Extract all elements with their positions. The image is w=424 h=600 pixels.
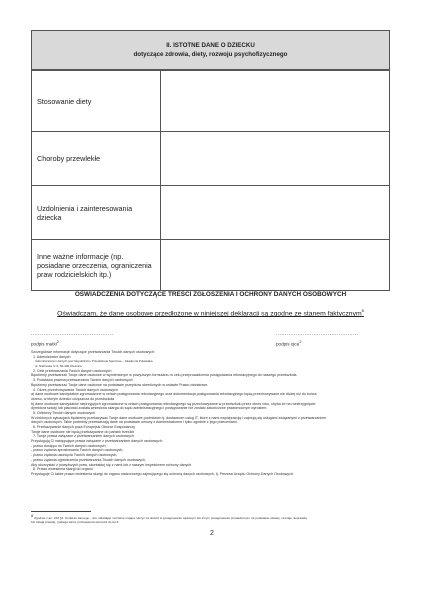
row-label-talents: Uzdolnienia i zainteresowania dziecka bbox=[32, 186, 161, 240]
sig-right-ref: 2 bbox=[299, 339, 302, 344]
storage-line: b) dane osobowe kandydatów nieprzyjętych zgromadzone w celach postępowania rekrutacyjnego są przechowywane w przedszkolu przez okres roku, chyba że na rozstrzygnięcie bbox=[31, 401, 316, 406]
other-info-field[interactable] bbox=[161, 240, 390, 291]
complaint-title: 8. Prawo wniesienia skargi do organu bbox=[33, 467, 93, 472]
admin-title: 1. Administrator danych bbox=[33, 354, 71, 359]
section-header bbox=[31, 30, 390, 70]
diet-field[interactable] bbox=[161, 71, 390, 132]
footnote-text: Zgodnie z art. 233 §1. Kodeksu karnego – kto, składając zeznanie mające służyć za dowód w postępowaniu sądowym lub innym postępowaniu prowadzonym na podstawie ustawy, zeznaje nieprawdę bbox=[34, 516, 307, 521]
complaint-line: Przysługuje Ci także prawo wniesienia skargi do organu nadzorczego zajmującego się ochroną danych osobowych, tj. Prezesa Urzędu Ochrony Danych Osobowych. bbox=[31, 471, 294, 476]
storage-line: okresu, w którym dziecko uczęszcza do przedszkola bbox=[31, 396, 115, 401]
section-subtitle: dotyczące zdrowia, diety, rozwoju psychofizycznego bbox=[133, 51, 288, 58]
rights-line: Przysługują Ci następujące prawa związane z przetwarzaniem danych osobowych: bbox=[31, 439, 163, 444]
statement-text: Oświadczam, że dane osobowe przedłożone w niniejszej deklaracji są zgodne ze stanem faktycznym bbox=[57, 310, 362, 318]
table-row bbox=[32, 186, 390, 240]
footnote-line: lub zataja prawdę, podlega karze pozbawienia wolności do lat 3. bbox=[31, 520, 120, 525]
row-label-diet: Stosowanie diety bbox=[32, 71, 161, 132]
talents-field[interactable] bbox=[161, 186, 390, 240]
legal-line: Będziemy przetwarzać Twoje dane osobowe na podstawie przepisów określonych w ustawie Prawo oświatowe. bbox=[31, 382, 209, 387]
table-row bbox=[32, 71, 390, 132]
storage-line: dyrektora szkoły lub placówki została wniesiona skarga do sądu administracyjnego i postępowanie nie zostało zakończone prawomocnym wyrokiem. bbox=[31, 406, 268, 411]
footnote-number: 8 bbox=[31, 513, 34, 518]
child-data-table bbox=[31, 70, 390, 291]
footnote-ref: 8 bbox=[361, 308, 364, 313]
admin-line: ul. Niebieska nr 6, 56-400 Oleśnica bbox=[35, 364, 82, 369]
rights-title: 7. Twoje prawa związane z przetwarzaniem danych osobowych bbox=[33, 434, 134, 439]
section-title: II. ISTOTNE DANE O DZIECKU bbox=[166, 42, 255, 49]
right-item: - prawo żądania ograniczenia przetwarzania Twoich danych osobowych, bbox=[31, 457, 146, 462]
purpose-line: Będziemy przetwarzać Twoje dane osobowe w wymienionym w powyższym formularzu w celu przeprowadzenia postępowania rekrutacyjnego do naszego przedszkola. bbox=[31, 373, 298, 378]
table-row bbox=[32, 240, 390, 291]
mother-signature-line[interactable]: .............................................. bbox=[31, 331, 114, 337]
footnote bbox=[31, 514, 393, 524]
footnote-divider bbox=[31, 511, 91, 512]
row-label-other-info: Inne ważne informacje (np. posiadane orzeczenia, ograniczenia praw rodzicielskich itp.) bbox=[32, 240, 161, 291]
gdpr-info bbox=[31, 350, 393, 477]
declaration-heading: OŚWIADCZENIA DOTYCZĄCE TREŚCI ZGŁOSZENIA I OCHRONY DANYCH OSOBOWYCH bbox=[74, 291, 347, 298]
father-signature-line[interactable]: .............................................. bbox=[276, 331, 359, 337]
purpose-title: 2. Cele przetwarzania Twoich danych osobowych bbox=[33, 368, 112, 373]
right-item: Aby skorzystać z powyższych praw, skontaktuj się z nami lub z naszym inspektorem ochrony danych. bbox=[31, 462, 193, 467]
sig-right-text: podpis ojca bbox=[276, 341, 300, 347]
eu-line: Twoje dane osobowe nie będą przekazywane do państw trzecich bbox=[31, 429, 135, 434]
recipients-line: danych osobowych. Takie podmioty przetwarzają dane na podstawie umowy z Administratorem i tylko zgodnie z jego poleceniami. bbox=[31, 420, 238, 425]
right-item: - prawo żądania sprostowania Twoich danych osobowych, bbox=[31, 448, 124, 453]
table-row bbox=[32, 132, 390, 186]
storage-line: a) dane osobowe kandydatów zgromadzone w celach postępowania rekrutacyjnego oraz dokumentacja postępowania rekrutacyjnego będą przechowywane nie dłużej niż do końca bbox=[31, 392, 317, 397]
recipients-title: 5. Odbiorcy Twoich danych osobowych bbox=[33, 410, 96, 415]
legal-title: 3. Podstawa prawna przetwarzania Twoich danych osobowych bbox=[33, 378, 133, 383]
father-signature-label bbox=[276, 339, 301, 347]
right-item: - prawo dostępu do Twoich danych osobowych, bbox=[31, 443, 107, 448]
storage-title: 4. Okres przechowywania Twoich danych osobowych bbox=[33, 387, 118, 392]
admin-line: Administratorem danych jest Niepubliczne Przedszkole Sportowe – Akademia Pulawiaka bbox=[35, 359, 153, 364]
recipients-line: W niektórych sytuacjach będziemy przekazywać Twoje dane osobowe podmiotom tj. dostawcom usług IT, które z nami współpracują i zajmują się usługami związanymi z przetwarzaniem bbox=[31, 415, 327, 420]
mother-signature-label bbox=[31, 339, 59, 347]
page-number: 2 bbox=[210, 530, 214, 537]
right-item: - prawo żądania usunięcia Twoich danych osobowych, bbox=[31, 453, 118, 458]
sig-left-text: podpis matki bbox=[31, 341, 57, 347]
sig-left-ref: 2 bbox=[56, 339, 60, 344]
chronic-diseases-field[interactable] bbox=[161, 132, 390, 186]
eu-title: 6. Przekazywanie danych poza Europejski Obszar Gospodarczy bbox=[33, 425, 136, 429]
declaration-statement bbox=[31, 308, 390, 317]
info-intro: Szczegółowe informacje dotyczące przetwarzania Twoich danych osobowych: bbox=[31, 350, 155, 354]
row-label-chronic-diseases: Choroby przewlekłe bbox=[32, 132, 161, 186]
